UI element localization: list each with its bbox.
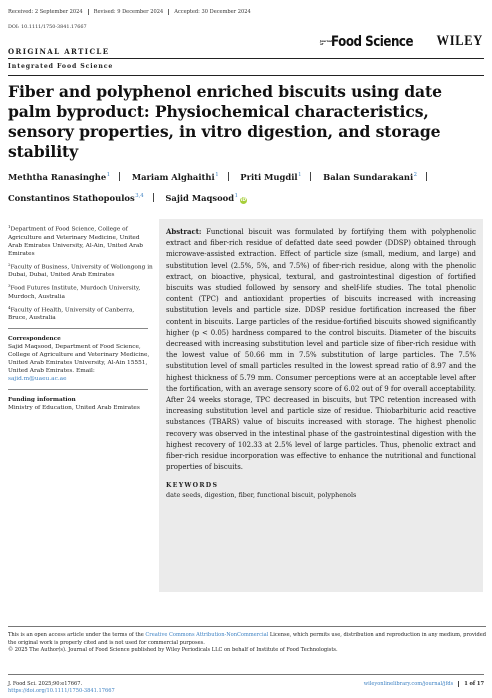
- divider: [8, 328, 148, 329]
- author-separator: [119, 172, 120, 181]
- author[interactable]: Balan Sundarakani$^2$: [323, 172, 418, 182]
- page-number: 1 of 17: [458, 681, 484, 687]
- author[interactable]: Priti Mugdil$^1$: [240, 172, 302, 182]
- funding-text: Ministry of Education, United Arab Emirates: [8, 405, 140, 411]
- funding-heading: Funding information: [8, 397, 76, 403]
- author-separator: [426, 172, 427, 181]
- page-footer: [364, 681, 484, 687]
- affiliation: $^1$Department of Food Science, College of Agriculture and Veterinary Medicine, United Arab Emirates University, Al-Ain, United Arab Emirates: [8, 224, 144, 257]
- copyright: © 2025 The Author(s). Journal of Food Science published by Wiley Periodicals LLC on behalf of Institute of Food Technologists.: [8, 647, 338, 654]
- orcid-icon[interactable]: iD: [240, 198, 247, 203]
- email-link[interactable]: sajid.m@uaeu.ac.ae: [8, 376, 67, 382]
- affiliation: $^2$Faculty of Business, University of Wollongong in Dubai, Dubai, United Arab Emirates: [8, 261, 153, 278]
- divider: [8, 389, 148, 390]
- article-sidebar: [8, 223, 153, 412]
- citation-footer: [8, 681, 115, 696]
- doi[interactable]: DOI: 10.1111/1750-3841.17667: [8, 24, 87, 30]
- received-date: Received: 2 September 2024: [8, 9, 89, 15]
- divider: [8, 75, 484, 76]
- license-notice: This is an open access article under the terms of the Creative Commons Attribution-NonCommercial License, which permits use, distribution and reproduction in any medium, provided the original work is properly cited and is not used for commercial purposes. © 2025 The Author(s). Journal of Food Science published by Wiley Periodicals LLC on behalf of Institute of Food Technologists.: [8, 626, 486, 655]
- logo-small-text: Journal of: [319, 39, 332, 47]
- author[interactable]: Mariam Alghaithi$^1$: [131, 172, 219, 182]
- author-separator: [228, 172, 229, 181]
- author[interactable]: Constantinos Stathopoulos$^{3,4}$: [8, 193, 144, 203]
- divider: [8, 674, 484, 675]
- author[interactable]: Sajid Maqsood$^1$iD: [165, 193, 247, 203]
- affiliation: $^4$Faculty of Health, University of Canberra, Bruce, Australia: [8, 304, 135, 321]
- author-separator: [153, 193, 154, 202]
- citation: J. Food Sci. 2025;90:e17667.: [8, 681, 83, 687]
- keywords-list: date seeds, digestion, fiber, functional biscuit, polyphenols: [166, 491, 357, 500]
- revised-date: Revised: 9 December 2024: [94, 9, 170, 15]
- article-title: Fiber and polyphenol enriched biscuits using date palm byproduct: Physiochemical characteristics, sensory properties, in vitro digestion, and storage stability: [8, 82, 442, 161]
- article-dates: [8, 9, 261, 15]
- author[interactable]: Meththa Ranasinghe$^1$: [8, 172, 111, 182]
- journal-logo: [320, 33, 483, 50]
- license-link[interactable]: Creative Commons Attribution-NonCommercial: [145, 632, 269, 638]
- author-separator: [310, 172, 311, 181]
- abstract-label: Abstract:: [166, 227, 202, 236]
- journal-of-food-science-logo: [320, 34, 431, 50]
- abstract-text: Abstract: Functional biscuit was formulated by fortifying them with polyphenolic extract and fiber-rich residue of defatted date seed powder (DDSP) obtained through microwave-assisted extraction. Effect of particle size (small, medium, and large) and substitution level (2.5%, 5%, and 7.5%) of fiber-rich residue, along with the phenolic extract, on bioactive, physical, textural, and gastrointestinal digestion of fortified biscuits was studied followed by sensory and shelf-life studies. The total phenolic content (TPC) and antioxidant properties of biscuits increased with increasing substitution levels and particle size. DDSP residue fortification increased the fiber content in biscuits. Large particles of the residue-fortified biscuits showed significantly higher (p < 0.05) hardness compared to the control biscuits. Diameter of the biscuits decreased with increasing substitution level and particle size of fiber-rich residue with the lowest value of 50.66 mm in 7.5% substitution of large particles. The 7.5% substitution level of small particles resulted in the lowest spread ratio of 8.97 and the highest thickness of 5.79 mm. Consumer perceptions were at an acceptable level after the fortification, with an average sensory score of 6.02 out of 9 for overall acceptability. After 24 weeks storage, TPC decreased in biscuits, but TPC retention increased with increasing substitution level and particle size of residue. Thiobarbituric acid reactive substances (TBARS) value of biscuits increased with storage. The highest phenolic recovery was observed in the intestinal phase of the gastrointestinal digestion with the highest recovery of 102.33 at 2.5% level of large particles. Thus, phenolic extract and fiber-rich residue incorporation was effective to enhance the nutritional and functional properties of biscuits.: [166, 227, 476, 472]
- author-list: [8, 166, 488, 208]
- abstract-box: [159, 219, 483, 592]
- journal-site-link[interactable]: wileyonlinelibrary.com/journal/jfds: [363, 681, 454, 687]
- divider: [8, 58, 484, 59]
- correspondence-heading: Correspondence: [8, 336, 61, 342]
- logo-big-text: Food Science: [330, 33, 414, 50]
- publisher-logo: WILEY: [436, 33, 483, 49]
- journal-section: Integrated Food Science: [8, 63, 114, 70]
- accepted-date: Accepted: 30 December 2024: [174, 9, 251, 15]
- affiliation: $^3$Food Futures Institute, Murdoch University, Murdoch, Australia: [8, 283, 141, 300]
- keywords-heading: KEYWORDS: [166, 482, 219, 490]
- correspondence-text: Sajid Maqsood, Department of Food Science, College of Agriculture and Veterinary Medicine, United Arab Emirates University, Al-Ain 15551, United Arab Emirates. Email: sajid.m@uaeu.ac.ae: [8, 344, 150, 382]
- doi-link[interactable]: https://doi.org/10.1111/1750-3841.17667: [8, 688, 115, 695]
- article-type: ORIGINAL ARTICLE: [8, 47, 110, 56]
